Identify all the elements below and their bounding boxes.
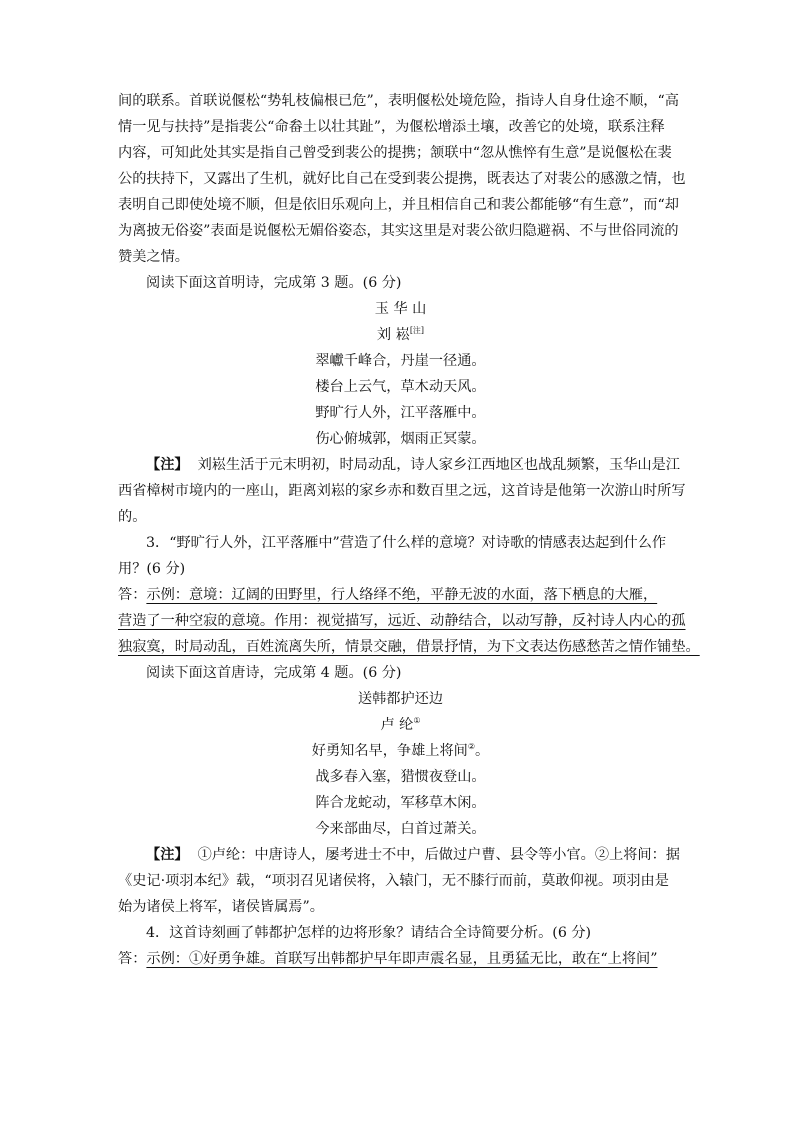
poem-line: 好勇知名早，争雄上将间②。: [311, 742, 490, 759]
text-line: 表明自己即使处境不顺，但是依旧乐观向上，并且相信自己和裴公都能够“有生意”，而“却: [118, 197, 679, 213]
document-page: [118, 88, 700, 972]
poem-title: 玉 华 山: [374, 301, 427, 317]
poem-line: 野旷行人外，江平落雁中。: [315, 405, 486, 421]
answer-prefix: 答：: [118, 587, 147, 603]
poem-line: 阵合龙蛇动，军移草木闲。: [315, 795, 486, 811]
note-label: 【注】: [146, 847, 189, 863]
poem-author: 卢 纶①: [380, 716, 421, 733]
poem-line: 伤心俯城郭，烟雨正冥蒙。: [315, 431, 486, 447]
poem-line: 今来部曲尽，白首过萧关。: [315, 821, 486, 837]
poem-song-han-duhu: [118, 686, 683, 842]
poem-note-1: 【注】 刘崧生活于元末明初，时局动乱，诗人家乡江西地区也战乱频繁，玉华山是江 西省樟树市境内的一座山，距离刘崧的家乡赤和数百里之远，这首诗是他第一次游山时所写 的。: [118, 452, 683, 530]
text-line: 公的扶持下，又露出了生机，就好比自己在受到裴公提携，既表达了对裴公的感激之情，也: [118, 171, 686, 187]
text-line: 始为诸侯上将军，诸侯皆属焉”。: [118, 899, 324, 915]
reading-instruction-3: 阅读下面这首明诗，完成第 3 题。(6 分): [146, 275, 402, 291]
analysis-paragraph: [118, 88, 686, 270]
text-line: 西省樟树市境内的一座山，距离刘崧的家乡赤和数百里之远，这首诗是他第一次游山时所写: [118, 483, 686, 499]
poem-author: 刘 崧[注]: [376, 326, 425, 343]
text-line: 情一见与扶持”是指裴公“命畚土以壮其趾”，为偃松增添土壤，改善它的处境，联系注释: [118, 119, 665, 135]
answer-line: 营造了一种空寂的意境。作用：视觉描写，远近、动静结合，以动写静，反衬诗人内心的孤: [118, 613, 686, 629]
answer-3: [118, 582, 700, 660]
answer-4: [118, 946, 683, 972]
footnote-mark: ①: [413, 716, 421, 725]
footnote-mark: ②: [467, 742, 476, 751]
note-label: 【注】: [146, 457, 189, 473]
text-line: 间的联系。首联说偃松“势轧枝偏根已危”，表明偃松处境危险，指诗人自身仕途不顺，“高: [118, 93, 679, 109]
text-line: 赞美之情。: [118, 249, 189, 265]
poem-line: 翠巘千峰合，丹崖一径通。: [315, 353, 486, 369]
question-line: 用？(6 分): [118, 561, 186, 577]
poem-line: 楼台上云气，草木动天风。: [315, 379, 486, 395]
answer-line: 示例：①好勇争雄。首联写出韩都护早年即声震名显，且勇猛无比，敢在“上将间”: [146, 951, 658, 967]
answer-line: 独寂寞，时局动乱，百姓流离失所，情景交融，借景抒情，为下文表达伤感愁苦之情作铺垫。: [118, 639, 700, 655]
text-line: 的。: [118, 509, 147, 525]
poem-yuhuashan: [118, 296, 683, 452]
question-line: 3．“野旷行人外，江平落雁中”营造了什么样的意境？对诗歌的情感表达起到什么作: [146, 535, 667, 551]
poem-title: 送韩都护还边: [357, 691, 444, 707]
text-line: 《史记·项羽本纪》载，“项羽召见诸侯将，入辕门，无不膝行而前，莫敢仰视。项羽由是: [118, 873, 669, 889]
poem-line: 战多春入塞，猎惯夜登山。: [315, 769, 486, 785]
question-4: 4．这首诗刻画了韩都护怎样的边将形象？请结合全诗简要分析。(6 分): [146, 925, 592, 941]
answer-line: 示例：意境：辽阔的田野里，行人络绎不绝，平静无波的水面，落下栖息的大雁，: [146, 587, 658, 603]
text-line: 内容，可知此处其实是指自己曾受到裴公的提携；颔联中“忽从憔悴有生意”是说偃松在裴: [118, 145, 672, 161]
text-line: 为离披无俗姿”表面是说偃松无媚俗姿态，其实这里是对裴公欲归隐避祸、不与世俗同流的: [118, 223, 679, 239]
question-3: [118, 530, 683, 582]
reading-instruction-4: 阅读下面这首唐诗，完成第 4 题。(6 分): [146, 665, 402, 681]
footnote-mark: [注]: [409, 326, 425, 335]
answer-prefix: 答：: [118, 951, 147, 967]
poem-note-2: 【注】 ①卢纶：中唐诗人，屡考进士不中，后做过户曹、县令等小官。②上将间：据 《史记·项羽本纪》载，“项羽召见诸侯将，入辕门，无不膝行而前，莫敢仰视。项羽由是 始为诸侯上将军，诸侯皆属焉”。: [118, 842, 683, 920]
